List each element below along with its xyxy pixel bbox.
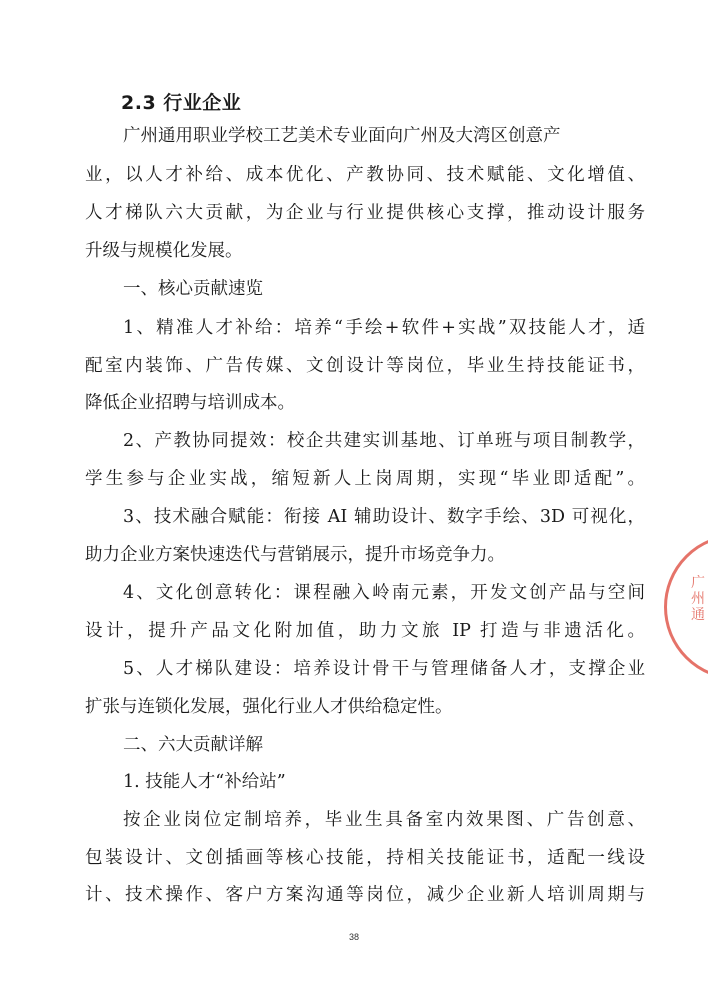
page-number: 38 xyxy=(348,932,359,942)
section-heading: 2.3 行业企业 xyxy=(121,92,242,114)
subsection-heading: 一、核心贡献速览 xyxy=(123,279,263,299)
paragraph-line: 业，以人才补给、成本优化、产教协同、技术赋能、文化增值、 xyxy=(85,165,645,185)
paragraph-line: 5、人才梯队建设：培养设计骨干与管理储备人才，支撑企业 xyxy=(123,659,645,679)
paragraph-line: 配室内装饰、广告传媒、文创设计等岗位，毕业生持技能证书， xyxy=(85,356,645,376)
subsection-heading: 二、六大贡献详解 xyxy=(123,735,263,755)
paragraph-line: 人才梯队六大贡献，为企业与行业提供核心支撑，推动设计服务 xyxy=(85,203,645,223)
paragraph-line: 3、技术融合赋能：衔接 AI 辅助设计、数字手绘、3D 可视化， xyxy=(123,507,645,527)
paragraph-line: 计、技术操作、客户方案沟通等岗位，减少企业新人培训周期与 xyxy=(85,885,645,905)
subsection-heading: 1. 技能人才“补给站” xyxy=(123,772,286,792)
seal-text: 广州通 xyxy=(691,575,705,623)
paragraph-line: 设计，提升产品文化附加值，助力文旅 IP 打造与非遗活化。 xyxy=(85,621,645,641)
paragraph-line: 升级与规模化发展。 xyxy=(85,241,243,261)
paragraph-line: 包装设计、文创插画等核心技能，持相关技能证书，适配一线设 xyxy=(85,848,645,868)
paragraph-line: 广州通用职业学校工艺美术专业面向广州及大湾区创意产 xyxy=(123,126,561,146)
paragraph-line: 2、产教协同提效：校企共建实训基地、订单班与项目制教学， xyxy=(123,431,645,451)
paragraph-line: 1、精准人才补给：培养“手绘+软件+实战”双技能人才，适 xyxy=(123,318,645,338)
paragraph-line: 4、文化创意转化：课程融入岭南元素，开发文创产品与空间 xyxy=(123,583,645,603)
paragraph-line: 扩张与连锁化发展，强化行业人才供给稳定性。 xyxy=(85,697,453,717)
paragraph-line: 按企业岗位定制培养，毕业生具备室内效果图、广告创意、 xyxy=(123,810,645,830)
paragraph-line: 降低企业招聘与培训成本。 xyxy=(85,393,295,413)
paragraph-line: 助力企业方案快速迭代与营销展示，提升市场竞争力。 xyxy=(85,545,505,565)
paragraph-line: 学生参与企业实战，缩短新人上岗周期，实现“毕业即适配”。 xyxy=(85,469,645,489)
